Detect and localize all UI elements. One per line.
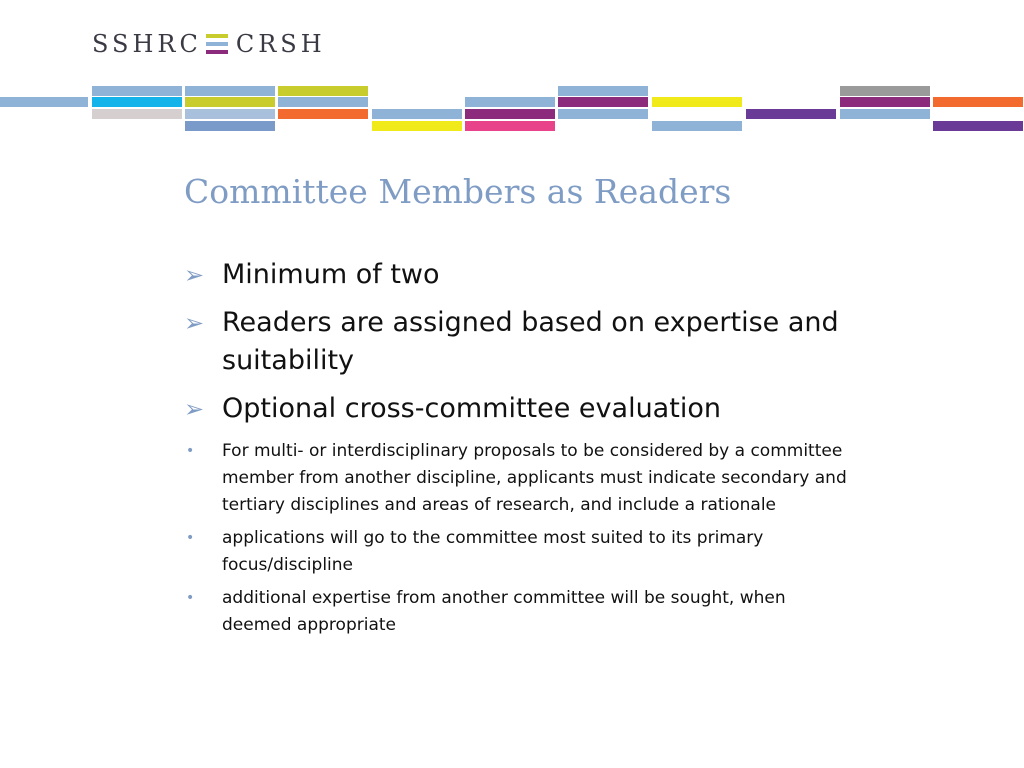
decorative-bars <box>0 0 1024 140</box>
sshrc-crsh-logo <box>92 28 326 60</box>
decor-bar <box>840 86 930 96</box>
decor-bar <box>652 121 742 131</box>
logo-mark-icon <box>206 34 228 54</box>
decor-bar <box>278 97 368 107</box>
arrow-bullet-icon: ➢ <box>184 261 205 289</box>
decor-bar <box>558 97 648 107</box>
bullet-item <box>184 390 854 428</box>
logo-left-text: SSHRC <box>92 30 202 58</box>
dot-bullet-icon: • <box>186 590 195 606</box>
decor-bar <box>933 97 1023 107</box>
dot-bullet-icon: • <box>186 530 195 546</box>
sub-bullet-item <box>184 585 854 639</box>
decor-bar <box>933 121 1023 131</box>
bullet-item <box>184 304 854 380</box>
slide-title: Committee Members as Readers <box>184 172 732 211</box>
arrow-bullet-icon: ➢ <box>184 395 205 423</box>
decor-bar <box>465 121 555 131</box>
sub-bullet-text: applications will go to the committee most suited to its primary focus/discipline <box>222 528 764 575</box>
sub-bullet-text: additional expertise from another committee will be sought, when deemed appropriate <box>222 588 786 635</box>
arrow-bullet-icon: ➢ <box>184 309 205 337</box>
decor-bar <box>372 109 462 119</box>
decor-bar <box>558 109 648 119</box>
decor-bar <box>92 97 182 107</box>
decor-bar <box>185 109 275 119</box>
decor-bar <box>840 97 930 107</box>
decor-bar <box>372 121 462 131</box>
bullet-item <box>184 256 854 294</box>
decor-bar <box>465 109 555 119</box>
decor-bar <box>92 109 182 119</box>
sub-bullet-item <box>184 525 854 579</box>
logo-right-text: CRSH <box>235 30 326 58</box>
decor-bar <box>746 109 836 119</box>
decor-bar <box>185 86 275 96</box>
decor-bar <box>0 97 88 107</box>
decor-bar <box>465 97 555 107</box>
decor-bar <box>185 121 275 131</box>
decor-bar <box>558 86 648 96</box>
sub-bullet-text: For multi- or interdisciplinary proposals to be considered by a committee member from another discipline, applicants must indicate secondary and tertiary disciplines and areas of research, and include a rationale <box>222 441 847 515</box>
bullet-text: Minimum of two <box>222 259 440 290</box>
decor-bar <box>652 97 742 107</box>
bullet-list <box>184 256 854 645</box>
bullet-text: Readers are assigned based on expertise and suitability <box>222 307 839 376</box>
decor-bar <box>92 86 182 96</box>
decor-bar <box>185 97 275 107</box>
dot-bullet-icon: • <box>186 443 195 459</box>
decor-bar <box>278 86 368 96</box>
decor-bar <box>278 109 368 119</box>
bullet-text: Optional cross-committee evaluation <box>222 393 721 424</box>
decor-bar <box>840 109 930 119</box>
sub-bullet-item <box>184 438 854 519</box>
